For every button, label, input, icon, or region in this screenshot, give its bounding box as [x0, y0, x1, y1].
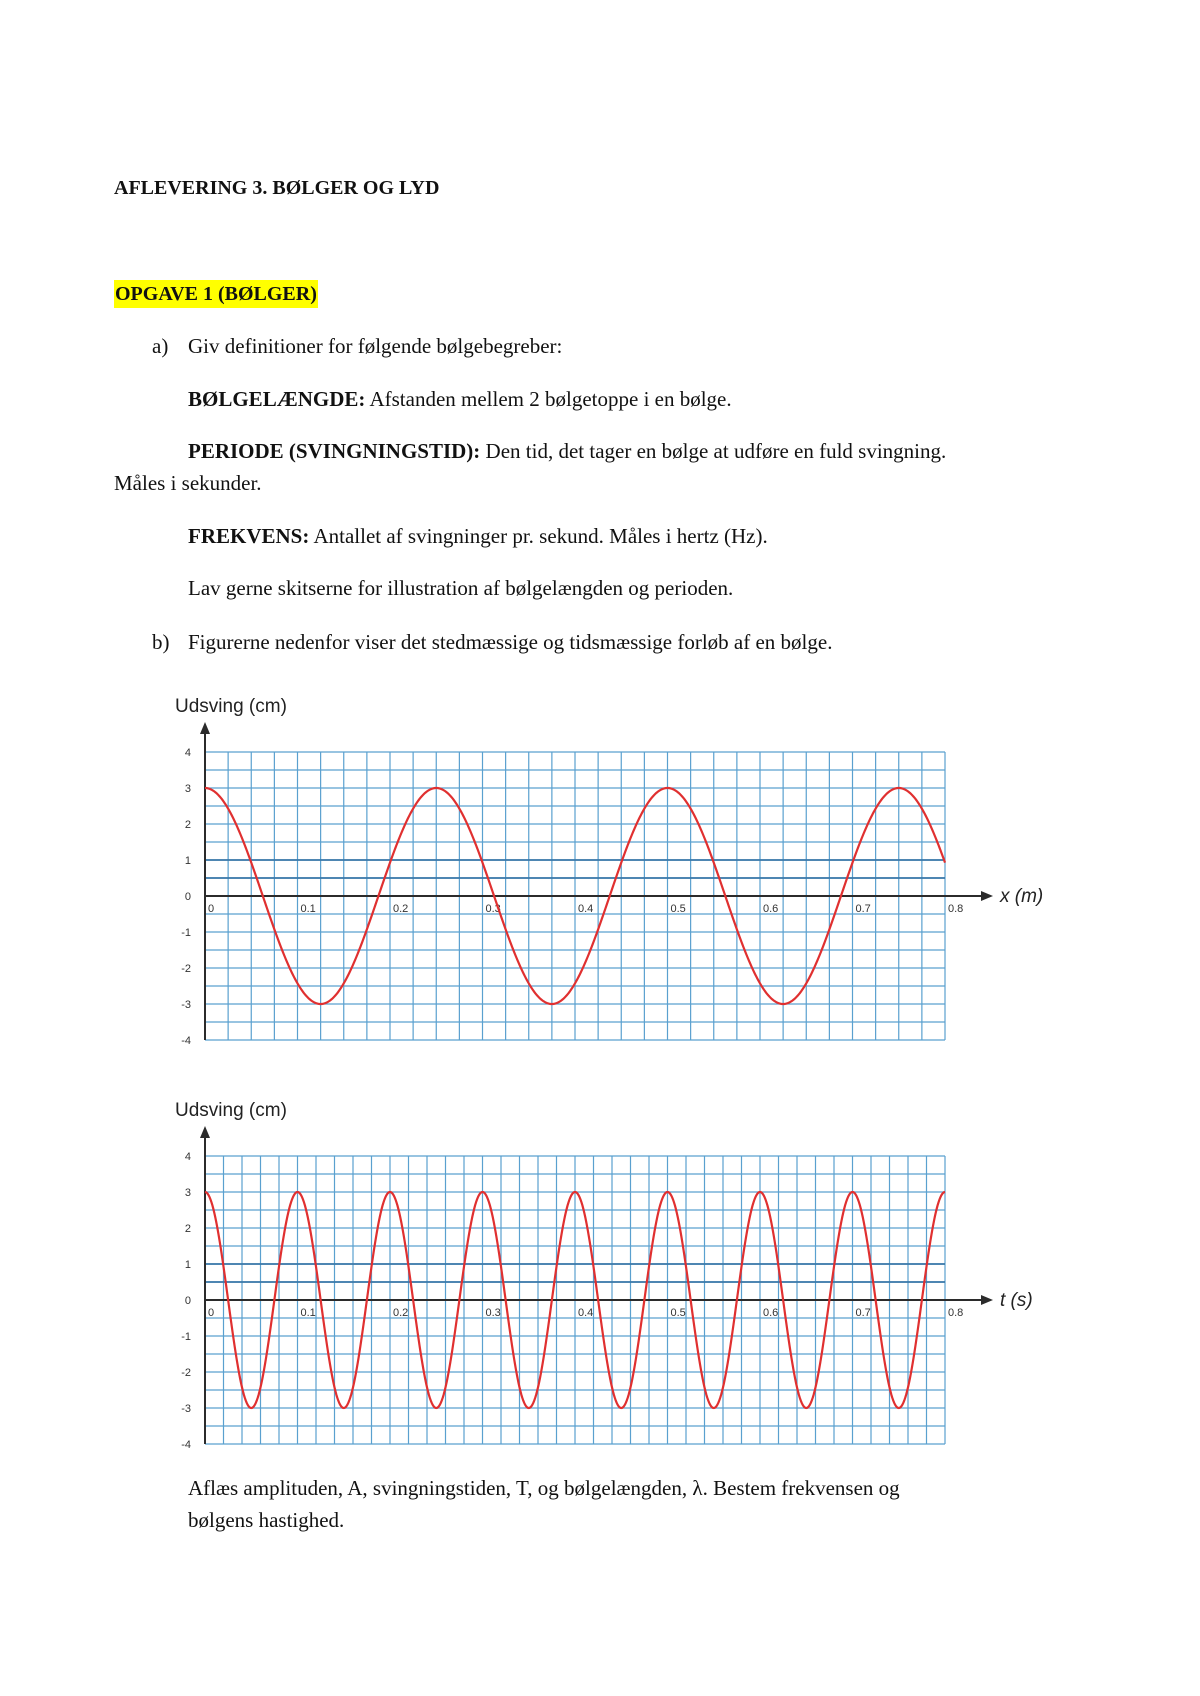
- definition-term: PERIODE (SVINGNINGSTID):: [188, 439, 481, 463]
- y-tick-label: -4: [181, 1035, 191, 1047]
- x-tick-label: 0.8: [948, 1307, 964, 1319]
- x-tick-label: 0.4: [578, 903, 594, 915]
- definition-period: [188, 437, 946, 465]
- x-tick-label: 0.1: [300, 1307, 316, 1319]
- definition-term: BØLGELÆNGDE:: [188, 387, 366, 411]
- y-axis-arrow: [200, 722, 210, 734]
- y-tick-label: 1: [184, 855, 191, 867]
- item-a-text: Giv definitioner for følgende bølgebegreber:: [188, 334, 563, 358]
- x-tick-label: 0.3: [485, 903, 501, 915]
- x-tick-label: 0.6: [763, 1307, 779, 1319]
- lambda-symbol: [692, 1474, 702, 1502]
- x-axis-label: x (m): [1000, 886, 1044, 907]
- y-tick-label: 1: [184, 1259, 191, 1271]
- x-tick-label: 0.7: [855, 903, 871, 915]
- x-tick-label: 0.7: [855, 1307, 871, 1319]
- y-tick-label: 0: [184, 1295, 191, 1307]
- y-tick-label: -3: [181, 999, 191, 1011]
- time-graph-svg: [150, 1094, 1050, 1464]
- y-tick-label: 4: [184, 747, 191, 759]
- x-tick-label: 0: [208, 903, 215, 915]
- position-graph: [150, 690, 1050, 1060]
- definition-period-continued: Måles i sekunder.: [114, 471, 262, 495]
- item-a-marker: a): [152, 334, 169, 358]
- final-question-line1: [188, 1474, 900, 1502]
- final-question-line2: bølgens hastighed.: [188, 1508, 345, 1532]
- y-tick-label: -2: [181, 963, 191, 975]
- y-tick-label: 2: [184, 819, 191, 831]
- item-b: [152, 628, 832, 656]
- y-axis-label: Udsving (cm): [175, 1100, 287, 1121]
- y-tick-label: 0: [184, 891, 191, 903]
- position-graph-svg: [150, 690, 1050, 1060]
- x-tick-label: 0: [208, 1307, 215, 1319]
- y-tick-label: 2: [184, 1223, 191, 1235]
- final-text-a: Aflæs amplituden, A, svingningstiden, T, og bølgelængden,: [188, 1476, 693, 1500]
- x-tick-label: 0.6: [763, 903, 779, 915]
- y-tick-label: -2: [181, 1367, 191, 1379]
- x-tick-label: 0.5: [670, 1307, 686, 1319]
- x-tick-label: 0.3: [485, 1307, 501, 1319]
- x-tick-label: 0.4: [578, 1307, 594, 1319]
- definition-text: Afstanden mellem 2 bølgetoppe i en bølge.: [365, 387, 732, 411]
- definition-wavelength: [188, 385, 732, 413]
- item-b-text: Figurerne nedenfor viser det stedmæssige og tidsmæssige forløb af en bølge.: [188, 630, 833, 654]
- x-axis-arrow: [981, 891, 993, 901]
- definition-frequency: [188, 522, 768, 550]
- x-axis-arrow: [981, 1295, 993, 1305]
- x-tick-label: 0.2: [393, 1307, 409, 1319]
- y-tick-label: 4: [184, 1151, 191, 1163]
- x-tick-label: 0.2: [393, 903, 409, 915]
- definition-term: FREKVENS:: [188, 524, 310, 548]
- section-heading: OPGAVE 1 (BØLGER): [114, 280, 318, 308]
- y-tick-label: -3: [181, 1403, 191, 1415]
- y-tick-label: -4: [181, 1439, 191, 1451]
- item-a: [152, 332, 562, 360]
- y-tick-label: 3: [184, 783, 191, 795]
- definition-text: Den tid, det tager en bølge at udføre en fuld svingning.: [480, 439, 947, 463]
- document-title: AFLEVERING 3. BØLGER OG LYD: [114, 177, 440, 199]
- x-tick-label: 0.5: [670, 903, 686, 915]
- definition-text: Antallet af svingninger pr. sekund. Måles i hertz (Hz).: [309, 524, 768, 548]
- x-tick-label: 0.1: [300, 903, 316, 915]
- item-b-marker: b): [152, 630, 170, 654]
- y-tick-label: -1: [181, 1331, 191, 1343]
- x-tick-label: 0.8: [948, 903, 964, 915]
- y-tick-label: -1: [181, 927, 191, 939]
- sketch-note: Lav gerne skitserne for illustration af bølgelængden og perioden.: [188, 576, 734, 600]
- y-axis-label: Udsving (cm): [175, 696, 287, 717]
- y-axis-arrow: [200, 1126, 210, 1138]
- time-graph: [150, 1094, 1050, 1464]
- final-text-b: . Bestem frekvensen og: [702, 1476, 900, 1500]
- lambda-char: λ: [692, 1476, 703, 1500]
- y-tick-label: 3: [184, 1187, 191, 1199]
- x-axis-label: t (s): [1000, 1290, 1033, 1311]
